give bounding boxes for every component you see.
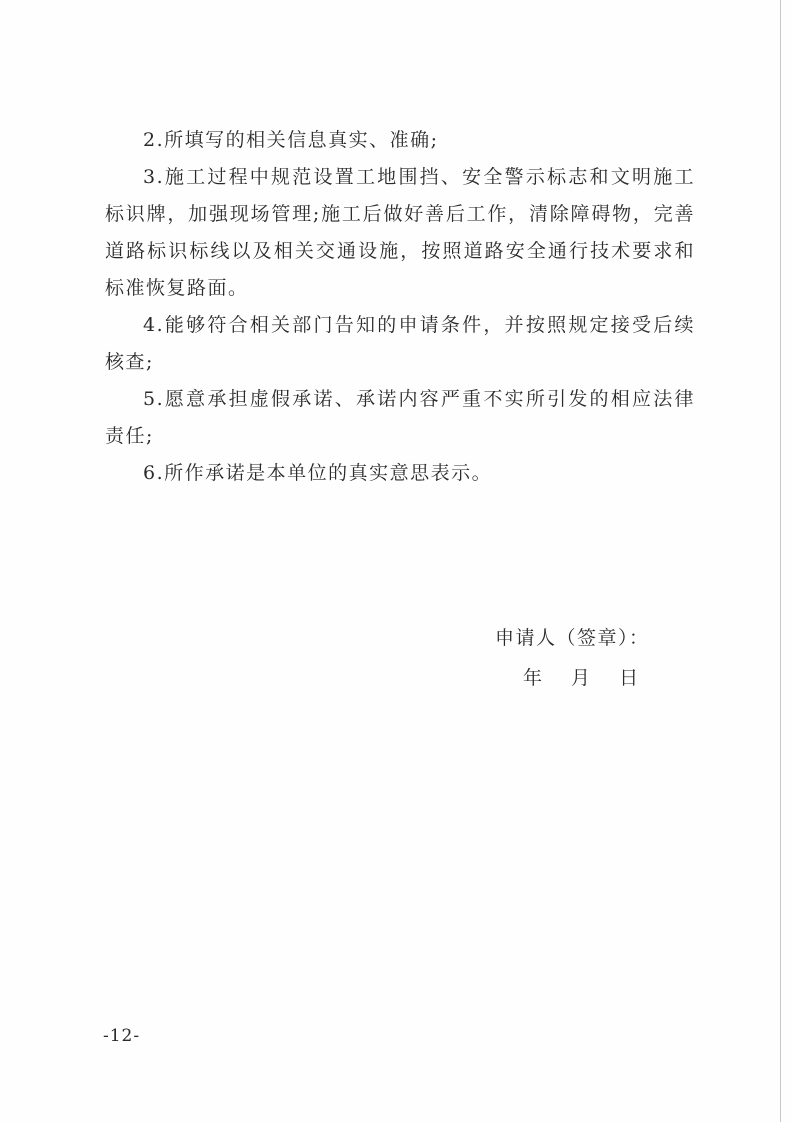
- commitment-list: [105, 122, 695, 492]
- commitment-item-4: 4.能够符合相关部门告知的申请条件，并按照规定接受后续核查;: [105, 314, 695, 373]
- commitment-item-6: 6.所作承诺是本单位的真实意思表示。: [143, 462, 493, 484]
- commitment-item-5: 5.愿意承担虚假承诺、承诺内容严重不实所引发的相应法律责任;: [105, 388, 695, 447]
- applicant-signature-label: 申请人（签章）：: [495, 627, 650, 649]
- signature-block: [495, 618, 650, 698]
- commitment-item-2: 2.所填写的相关信息真实、准确;: [143, 129, 439, 151]
- page-edge-divider: [780, 0, 781, 1122]
- commitment-item-3: 3.施工过程中规范设置工地围挡、安全警示标志和文明施工标识牌，加强现场管理;施工后做好善后工作，清除障碍物，完善道路标识标线以及相关交通设施，按照道路安全通行技术要求和标准恢复路面。: [105, 166, 695, 299]
- signature-date: 年 月 日: [523, 667, 640, 689]
- page-number: -12-: [103, 1026, 141, 1046]
